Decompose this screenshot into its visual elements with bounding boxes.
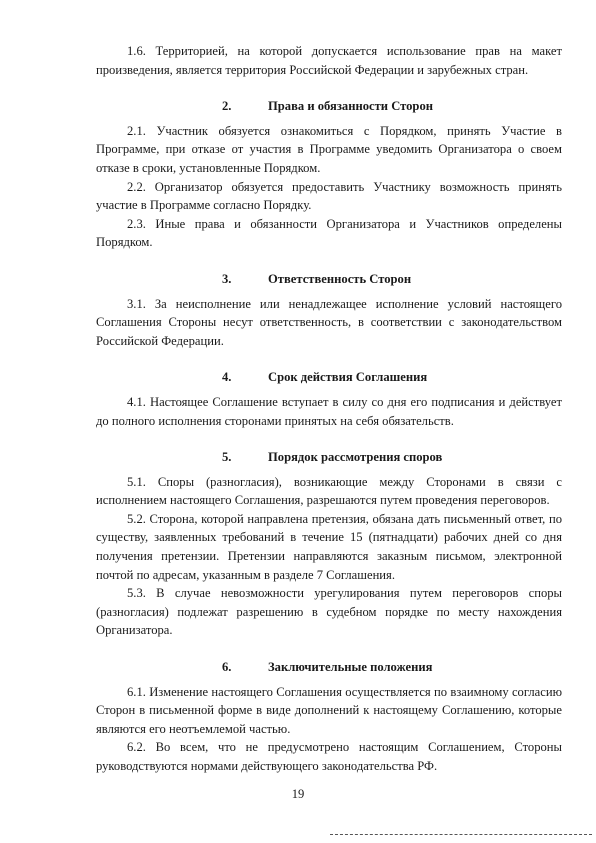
clause-2-2: 2.2. Организатор обязуется предоставить Участнику возможность принять участие в Программе согласно Порядку. <box>96 179 562 213</box>
section-number: 4. <box>222 370 232 385</box>
section-title: Порядок рассмотрения споров <box>268 450 443 465</box>
clause-6-1: 6.1. Изменение настоящего Соглашения осуществляется по взаимному согласию Сторон в письменной форме в виде дополнений к настоящему Соглашению, которые являются его неотъемлемой частью. <box>96 684 562 736</box>
clause-1-6: 1.6. Территорией, на которой допускается использование прав на макет произведения, является территория Российской Федерации и зарубежных стран. <box>96 44 562 77</box>
section-number: 3. <box>222 271 232 286</box>
section-number: 5. <box>222 450 232 465</box>
clause-2-3: 2.3. Иные права и обязанности Организатора и Участников определены Порядком. <box>96 216 562 250</box>
section-5-heading <box>96 448 562 467</box>
section-title: Права и обязанности Сторон <box>268 99 433 114</box>
section-4-heading <box>96 368 562 387</box>
clause-5-1: 5.1. Споры (разногласия), возникающие между Сторонами в связи с исполнением настоящего Соглашения, разрешаются путем проведения переговоров. <box>96 474 562 508</box>
section-title: Ответственность Сторон <box>268 271 412 286</box>
clause-5-3: 5.3. В случае невозможности урегулирования путем переговоров споры (разногласия) подлежат разрешению в судебном порядке по месту нахождения Организатора. <box>96 586 562 638</box>
section-title: Заключительные положения <box>268 660 433 675</box>
clause-3-1: 3.1. За неисполнение или ненадлежащее исполнение условий настоящего Соглашения Стороны несут ответственность, в соответствии с законодательством Российской Федерации. <box>96 296 562 348</box>
clause-6-2: 6.2. Во всем, что не предусмотрено настоящим Соглашением, Стороны руководствуются нормами действующего законодательства РФ. <box>96 740 562 773</box>
section-title: Срок действия Соглашения <box>268 370 428 385</box>
section-3-heading <box>96 270 562 289</box>
footer-divider <box>330 834 592 835</box>
clause-2-1: 2.1. Участник обязуется ознакомиться с Порядком, принять Участие в Программе, при отказе от участия в Программе уведомить Организатора о своем отказе в сроки, установленные Порядком. <box>96 123 562 175</box>
document-body <box>96 42 562 776</box>
section-6-heading <box>96 658 562 677</box>
clause-5-2: 5.2. Сторона, которой направлена претензия, обязана дать письменный ответ, по существу, заявленных требований в течение 15 (пятнадцати) рабочих дней со дня получения претензии. Претензии направляются заказным письмом, электронной почтой по адресам, указанным в разделе 7 Соглашения. <box>96 511 562 582</box>
section-number: 2. <box>222 99 232 114</box>
page-number: 19 <box>291 787 305 801</box>
section-number: 6. <box>222 660 232 675</box>
section-2-heading <box>96 97 562 116</box>
clause-4-1: 4.1. Настоящее Соглашение вступает в силу со дня его подписания и действует до полного исполнения сторонами принятых на себя обязательств. <box>96 394 562 428</box>
